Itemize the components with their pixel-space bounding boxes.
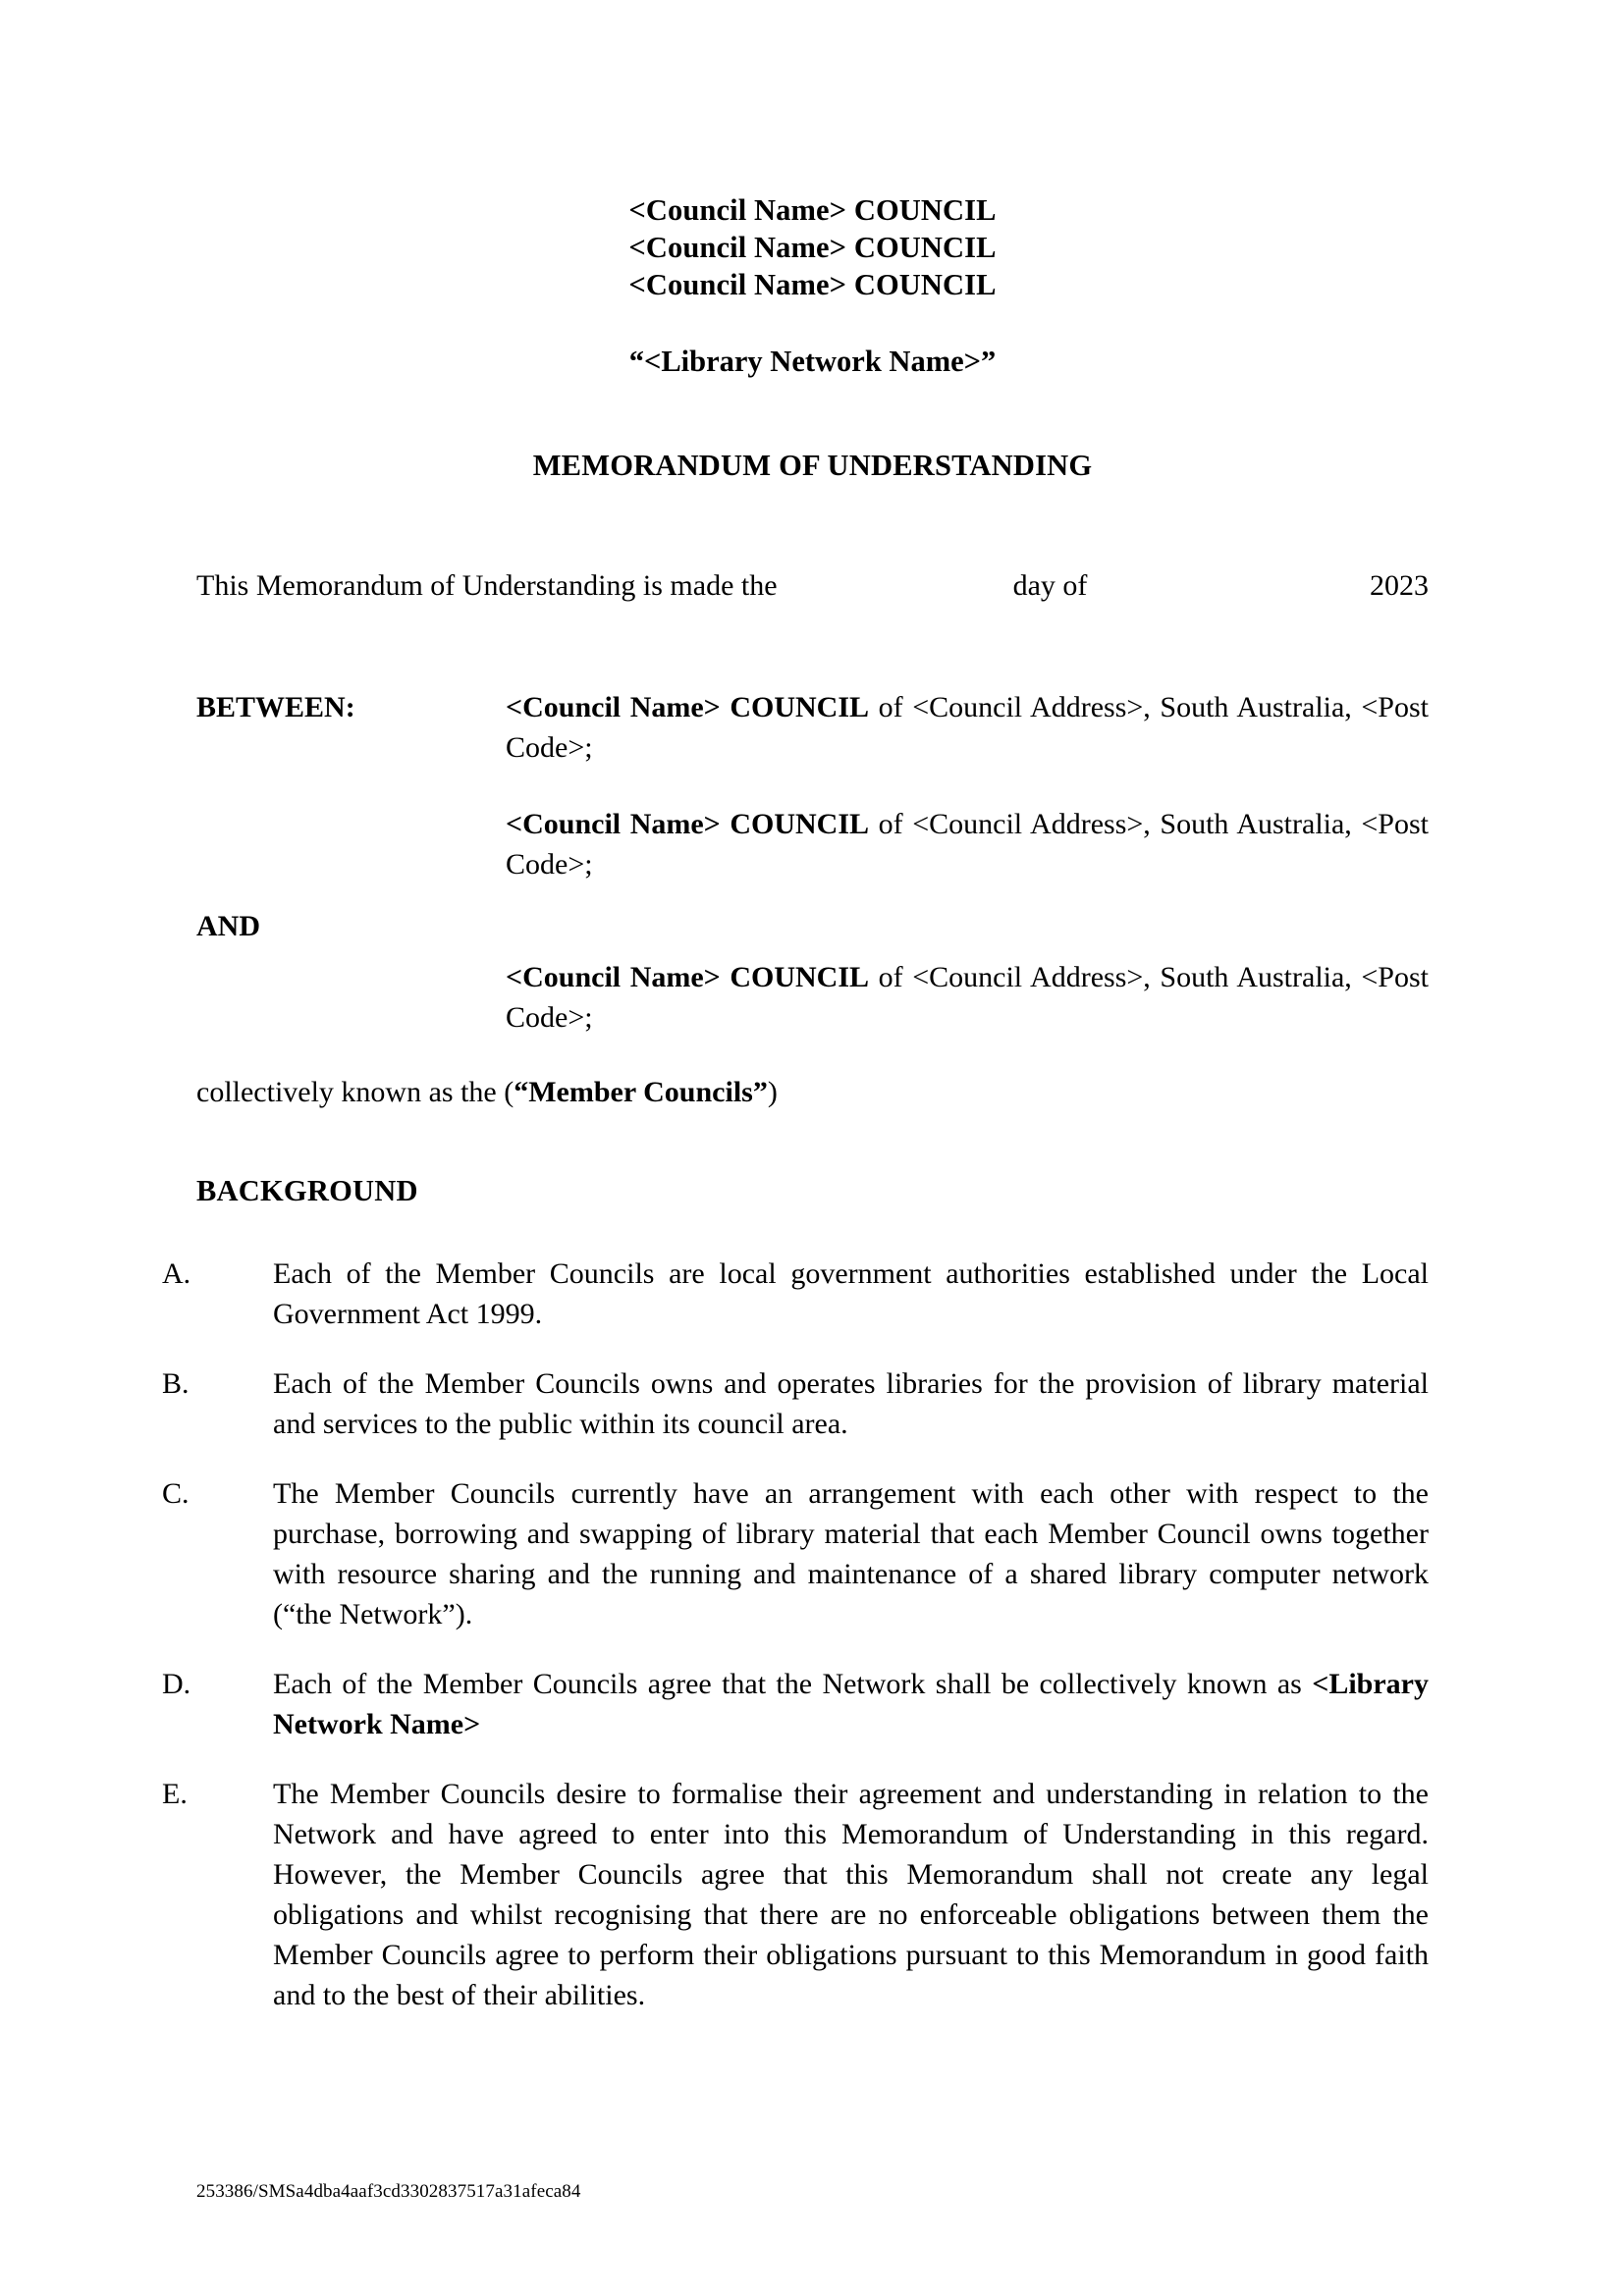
party-spacer-1 (196, 768, 1429, 804)
date-line (196, 566, 1429, 606)
background-text-d (273, 1664, 1429, 1744)
date-day-of-text: day of (1012, 569, 1088, 602)
background-item-b (162, 1363, 1429, 1444)
party-text-1 (506, 687, 1429, 768)
background-marker-a: A. (162, 1257, 191, 1290)
party-text-3 (506, 957, 1429, 1038)
council-header-line-1: <Council Name> COUNCIL (628, 193, 997, 227)
background-text-c: The Member Councils currently have an arrangement with each other with respect to the purchase, borrowing and swapping of library material that each Member Council owns together with resource sharing and the running and maintenance of a shared library computer network (“the Network”). (273, 1477, 1429, 1630)
background-text-a: Each of the Member Councils are local government authorities established under the Local Government Act 1999. (273, 1257, 1429, 1330)
date-made-text: This Memorandum of Understanding is made the (196, 569, 778, 602)
background-item-c (162, 1473, 1429, 1634)
collective-suffix: ) (767, 1076, 778, 1108)
member-councils-defined-term: “Member Councils” (514, 1076, 768, 1108)
party-row-3 (196, 957, 1429, 1038)
party-row-1 (196, 687, 1429, 768)
background-text-d-lead: Each of the Member Councils agree that the Network shall be collectively known as (273, 1668, 1313, 1700)
background-marker-b: B. (162, 1367, 189, 1400)
background-item-e (162, 1774, 1429, 2015)
council-header-line-3: <Council Name> COUNCIL (628, 268, 997, 301)
background-marker-d: D. (162, 1668, 191, 1700)
background-item-d (162, 1664, 1429, 1744)
party-name-2: <Council Name> COUNCIL (506, 808, 870, 840)
page-title: MEMORANDUM OF UNDERSTANDING (532, 449, 1093, 482)
background-heading: BACKGROUND (196, 1174, 418, 1207)
background-item-a (162, 1254, 1429, 1334)
and-label: AND (196, 910, 260, 942)
party-address-3: of <Council Address>, South Australia, <Post Code>; (506, 961, 1430, 1034)
and-row (196, 906, 1429, 957)
collective-known-as-line (196, 1072, 1429, 1112)
party-row-2 (196, 804, 1429, 884)
background-text-e: The Member Councils desire to formalise their agreement and understanding in relation to the Network and have agreed to enter into this Memorandum of Understanding in this regard. However, the Member Councils agree that this Memorandum shall not create any legal obligations and whilst recognising that there are no enforceable obligations between them the Member Councils agree to perform their obligations pursuant to this Memorandum in good faith and to the best of their abilities. (273, 1778, 1429, 2011)
background-list (162, 1254, 1429, 2045)
footer-reference: 253386/SMSa4dba4aaf3cd3302837517a31afeca84 (196, 2181, 581, 2202)
party-address-2: of <Council Address>, South Australia, <Post Code>; (506, 808, 1430, 881)
background-marker-c: C. (162, 1477, 189, 1510)
council-header-block (196, 191, 1429, 380)
library-network-name-defined-term: <Library Network Name> (273, 1668, 1429, 1740)
party-spacer-2 (196, 884, 1429, 906)
between-label: BETWEEN: (196, 691, 355, 723)
party-name-1: <Council Name> COUNCIL (506, 691, 870, 723)
collective-prefix: collectively known as the ( (196, 1076, 514, 1108)
party-address-1: of <Council Address>, South Australia, <Post Code>; (506, 691, 1430, 764)
date-year-text: 2023 (1370, 569, 1429, 602)
background-marker-e: E. (162, 1778, 188, 1810)
party-text-2 (506, 804, 1429, 884)
library-network-name-heading: “<Library Network Name>” (628, 345, 997, 378)
parties-section (196, 687, 1429, 1112)
background-text-b: Each of the Member Councils owns and operates libraries for the provision of library material and services to the public within its council area. (273, 1367, 1429, 1440)
council-header-line-2: <Council Name> COUNCIL (628, 231, 997, 264)
party-name-3: <Council Name> COUNCIL (506, 961, 870, 993)
